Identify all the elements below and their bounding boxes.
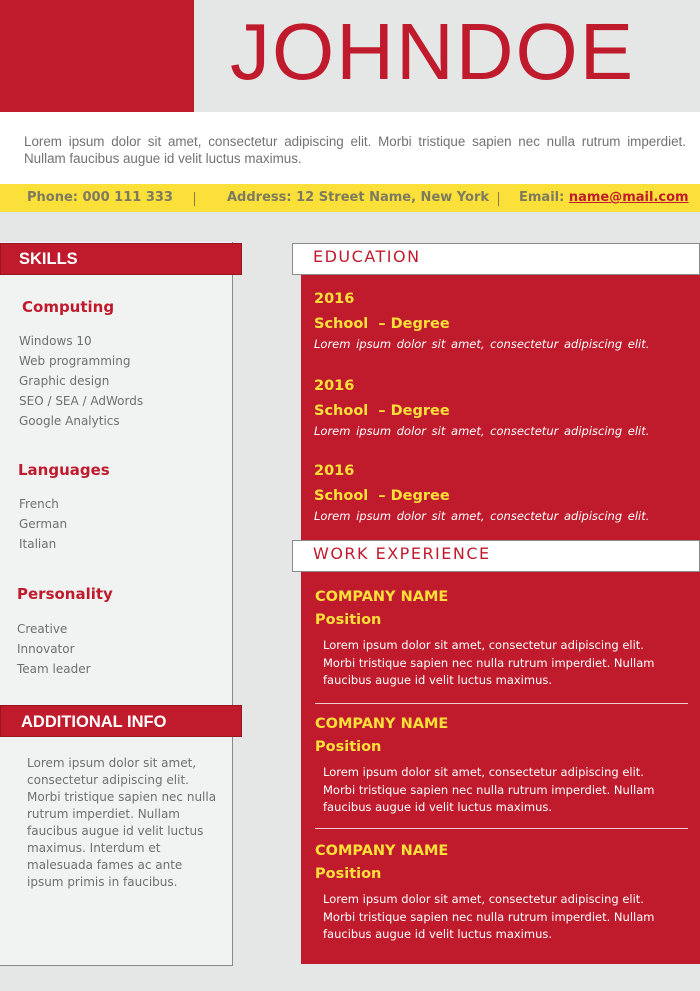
work-company: COMPANY NAME <box>315 716 449 732</box>
skill-item: Graphic design <box>19 374 110 388</box>
work-entry <box>315 588 690 690</box>
skill-item: Google Analytics <box>19 414 120 428</box>
education-year: 2016 <box>314 291 355 307</box>
skill-item: German <box>19 517 68 531</box>
additional-info-title: ADDITIONAL INFO <box>21 713 167 731</box>
work-company: COMPANY NAME <box>315 843 449 859</box>
skill-item: French <box>19 497 59 511</box>
education-entry <box>314 462 694 524</box>
additional-info-text: Lorem ipsum dolor sit amet, consectetur adipiscing elit. Morbi tristique sapien nec nulla rutrum imperdiet. Nullam faucibus augue id velit luctus maximus. Interdum et malesuada fames ac ante ipsum primis in faucibus. <box>27 756 217 889</box>
education-entry <box>314 377 694 439</box>
work-company: COMPANY NAME <box>315 589 449 605</box>
work-divider <box>315 703 688 704</box>
education-degree: School – Degree <box>314 403 450 419</box>
skills-title: SKILLS <box>19 250 78 268</box>
contact-separator <box>498 192 499 206</box>
skill-item: Windows 10 <box>19 334 92 348</box>
education-description: Lorem ipsum dolor sit amet, consectetur adipiscing elit. <box>314 509 650 523</box>
skill-item: Innovator <box>17 642 75 656</box>
contact-email <box>519 190 689 206</box>
work-position: Position <box>315 739 382 755</box>
work-description: Lorem ipsum dolor sit amet, consectetur adipiscing elit. Morbi tristique sapien nec nulla rutrum imperdiet. Nullam faucibus augue id velit luctus maximus. <box>323 638 655 687</box>
intro-text: Lorem ipsum dolor sit amet, consectetur adipiscing elit. Morbi tristique sapien nec nulla rutrum imperdiet. Nullam faucibus augue id velit luctus maximus. <box>24 134 686 166</box>
skill-item: Web programming <box>19 354 131 368</box>
education-degree: School – Degree <box>314 316 450 332</box>
contact-separator <box>194 192 195 206</box>
education-header-box <box>292 243 700 275</box>
skill-item: SEO / SEA / AdWords <box>19 394 144 408</box>
work-divider <box>315 828 688 829</box>
education-title: EDUCATION <box>313 247 421 266</box>
work-experience-header-box <box>292 540 700 572</box>
contact-address: Address: 12 Street Name, New York <box>227 190 489 205</box>
education-year: 2016 <box>314 463 355 479</box>
education-description: Lorem ipsum dolor sit amet, consectetur adipiscing elit. <box>314 424 650 438</box>
skill-item: Team leader <box>17 662 91 676</box>
work-experience-title: WORK EXPERIENCE <box>313 544 491 563</box>
skill-group-heading: Computing <box>22 298 115 316</box>
education-entry <box>314 290 694 352</box>
skill-list-personality <box>17 619 91 679</box>
education-year: 2016 <box>314 378 355 394</box>
skill-item: Italian <box>19 537 57 551</box>
work-entry <box>315 715 690 817</box>
contact-phone: Phone: 000 111 333 <box>27 190 173 205</box>
work-position: Position <box>315 866 382 882</box>
education-description: Lorem ipsum dolor sit amet, consectetur adipiscing elit. <box>314 337 650 351</box>
work-entry <box>315 842 690 944</box>
skill-group-heading: Languages <box>18 461 110 479</box>
education-degree: School – Degree <box>314 488 450 504</box>
work-position: Position <box>315 612 382 628</box>
contact-email-label: Email: <box>519 190 569 205</box>
candidate-name: JOHNDOE <box>230 7 636 96</box>
skill-item: Creative <box>17 622 68 636</box>
skill-list-languages <box>19 494 67 554</box>
email-link[interactable]: name@mail.com <box>568 190 689 205</box>
header-red-block <box>0 0 194 112</box>
work-description: Lorem ipsum dolor sit amet, consectetur adipiscing elit. Morbi tristique sapien nec nulla rutrum imperdiet. Nullam faucibus augue id velit luctus maximus. <box>323 892 655 941</box>
skill-group-heading: Personality <box>17 585 113 603</box>
skill-list-computing <box>19 331 143 431</box>
work-description: Lorem ipsum dolor sit amet, consectetur adipiscing elit. Morbi tristique sapien nec nulla rutrum imperdiet. Nullam faucibus augue id velit luctus maximus. <box>323 765 655 814</box>
